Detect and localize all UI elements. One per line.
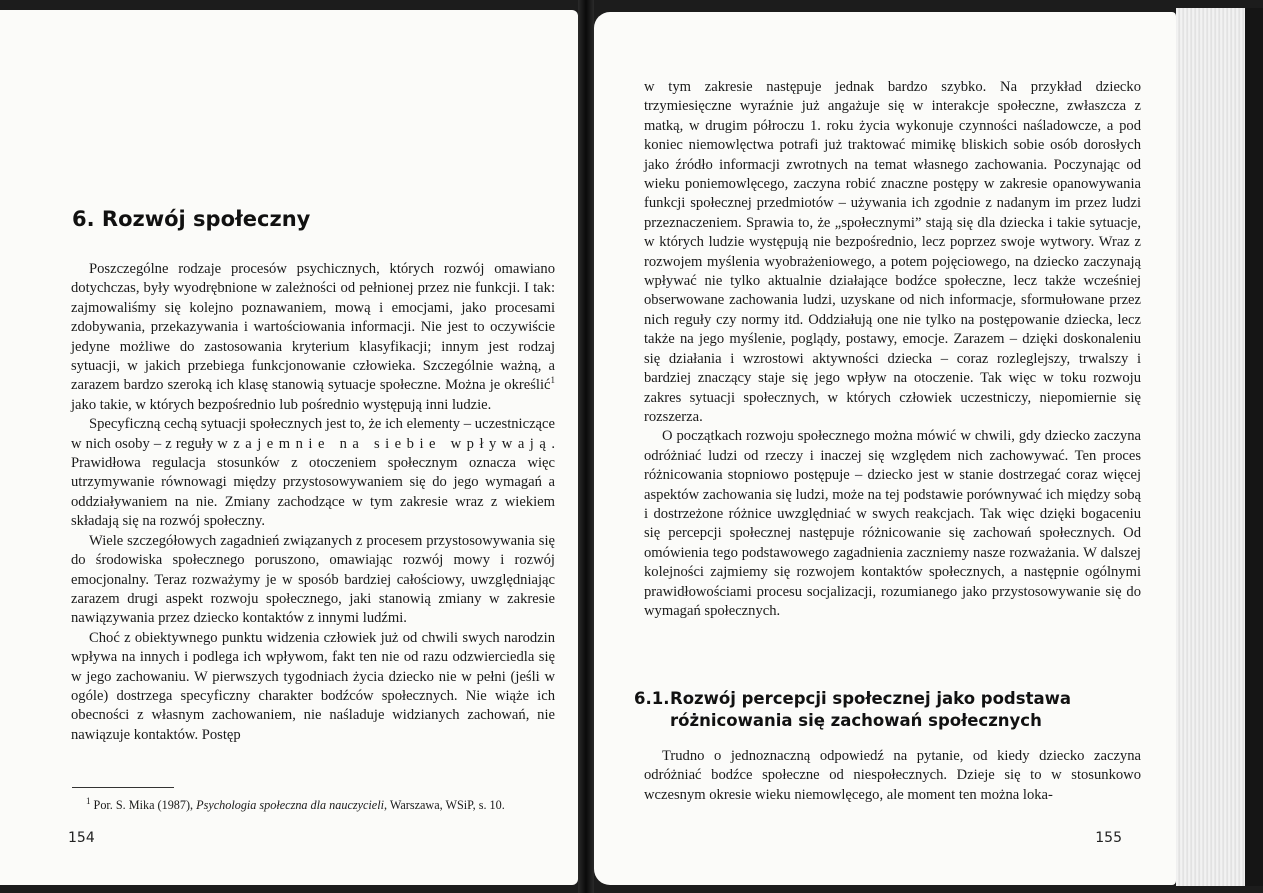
spaced-emphasis: wzajemnie na siebie wpływają bbox=[217, 435, 552, 452]
left-page bbox=[0, 10, 578, 885]
right-page-body bbox=[644, 78, 1141, 621]
right-page bbox=[594, 12, 1176, 885]
page-edges bbox=[1176, 8, 1263, 886]
footnote: $^1$ Por. S. Mika (1987), Psychologia społeczna dla nauczycieli, Warszawa, WSiP, s. 10. bbox=[86, 795, 505, 812]
footnote-divider bbox=[72, 787, 174, 788]
book-gutter bbox=[578, 0, 594, 893]
chapter-title: 6. Rozwój społeczny bbox=[72, 207, 311, 231]
page-number-left: 154 bbox=[68, 830, 95, 846]
section-title: 6.1.Rozwój percepcji społecznej jako podstawa różnicowania się zachowań społecznych bbox=[634, 689, 1071, 730]
paragraph: Specyficzną cechą sytuacji społecznych jest to, że ich elementy – uczestniczące w nich osoby – z reguły wzajemnie na siebie wpływają. Prawidłowa regulacja stosunków z otoczeniem społecznym oznacza więc utrzymywanie równowagi między przystosowywaniem się do jego wymagań a oddziaływaniem na nie. Zmiany zachodzące w tym zakresie wraz z wiekiem składają się na rozwój społeczny. bbox=[71, 416, 555, 530]
section-number: 6.1. bbox=[634, 689, 670, 708]
footnote-mark: 1 bbox=[550, 375, 555, 386]
footnote-book-title: Psychologia społeczna dla nauczycieli bbox=[196, 798, 384, 812]
right-page-section-body bbox=[644, 747, 1141, 805]
paragraph: Trudno o jednoznaczną odpowiedź na pytanie, od kiedy dziecko zaczyna odróżniać bodźce społeczne od niespołecznych. Dzieje się to w stosunkowo wczesnym okresie wieku niemowlęcego, ale moment ten można loka- bbox=[644, 748, 1141, 803]
paragraph: O początkach rozwoju społecznego można mówić w chwili, gdy dziecko zaczyna odróżniać ludzi od rzeczy i inaczej się względem nich zachowywać. Ten proces różnicowania stopniowo postępuje – dziecko jest w stanie dostrzegać coraz więcej aspektów zachowania się ludzi, może na tej podstawie porównywać ich między sobą i dostrzeżone różnice uwzględniać w swych reakcjach. Tak więc dzięki bogaceniu się percepcji społecznej następuje różnicowanie się zachowań społecznych. Od omówienia tego podstawowego zagadnienia zaczniemy nasze rozważania. W dalszej kolejności zajmiemy się rozwojem kontaktów społecznych, a następnie ogólnymi prawidłowościami procesu socjalizacji, rozumianego jako przystosowywanie się do wymagań społecznych. bbox=[644, 428, 1141, 619]
paragraph: Wiele szczegółowych zagadnień związanych z procesem przystosowywania się do środowiska społecznego poruszono, omawiając rozwój mowy i rozwój emocjonalny. Teraz rozważymy je w sposób bardziej całościowy, uwzględniając zarazem drugi aspekt rozwoju społecznego, jaki stanowią zmiany w zakresie nawiązywania przez dziecko kontaktów z innymi ludźmi. bbox=[71, 532, 555, 627]
paragraph: Poszczególne rodzaje procesów psychicznych, których rozwój omawiano dotychczas, były wyodrębnione w zależności od pełnionej przez nie funkcji. I tak: zajmowaliśmy się kolejno poznawaniem, mową i emocjami, jako procesami zdobywania, przekazywania i wartościowania informacji. Nie jest to oczywiście jedyne możliwe do zastosowania kryterium klasyfikacji; innym jest rodzaj sytuacji, w jakich przebiega funkcjonowanie człowieka. Szczególnie ważną, a zarazem bardzo szeroką ich klasę stanowią sytuacje społeczne. Można je określić$^1$ jako takie, w których bezpośrednio lub pośrednio występują inni ludzie. bbox=[71, 261, 555, 413]
paragraph: w tym zakresie następuje jednak bardzo szybko. Na przykład dziecko trzymiesięczne wyraźnie już angażuje się w interakcje społeczne, zwłaszcza z matką, w drugim półroczu 1. roku życia wykonuje czynności naśladowcze, a pod koniec niemowlęctwa potrafi już traktować mimikę bliskich sobie osób dorosłych jako źródło informacji zwrotnych na temat własnego zachowania. Poczynając od wieku poniemowlęcego, zaczyna robić znaczne postępy w zakresie opanowywania funkcji społecznej przedmiotów – używania ich zgodnie z nadanym im przez ludzi przeznaczeniem. Sprawia to, że „społecznymi” stają się dla dziecka i takie sytuacje, w których ludzie występują nie bezpośrednio, lecz poprzez swoje wytwory. Wraz z rozwojem myślenia wyobrażeniowego, a potem pojęciowego, na dziecko zaczynają wpływać nie tylko aktualnie działające bodźce społeczne, lecz także wcześniej obserwowane zachowania ludzi, uzyskane od nich informacje, sformułowane przez nich reguły czy normy itd. Oddziałują one nie tylko na postępowanie dziecka, lecz także na jego myślenie, poglądy, postawy, emocje. Zarazem – dzięki doskonaleniu się działania i wzrostowi aktywności dziecka – coraz rozleglejszy, trwalszy i bardziej znaczący staje się jego wpływ na otoczenie. Tak więc w toku rozwoju zakres sytuacji społecznych, w których człowiek uczestniczy, niepomiernie się rozszerza. bbox=[644, 79, 1141, 425]
paragraph: Choć z obiektywnego punktu widzenia człowiek już od chwili swych narodzin wpływa na innych i podlega ich wpływom, fakt ten nie od razu odzwierciedla się w jego zachowaniu. W pierwszych tygodniach życia dziecko nie w pełni (jeśli w ogóle) dostrzega specyficzny charakter bodźców społecznych. Nie wiąże ich obecności z własnym zachowaniem, nie naśladuje widzianych zachowań, nie nawiązuje kontaktów. Postęp bbox=[71, 629, 555, 743]
left-page-body bbox=[71, 260, 555, 745]
page-number-right: 155 bbox=[1095, 830, 1122, 846]
